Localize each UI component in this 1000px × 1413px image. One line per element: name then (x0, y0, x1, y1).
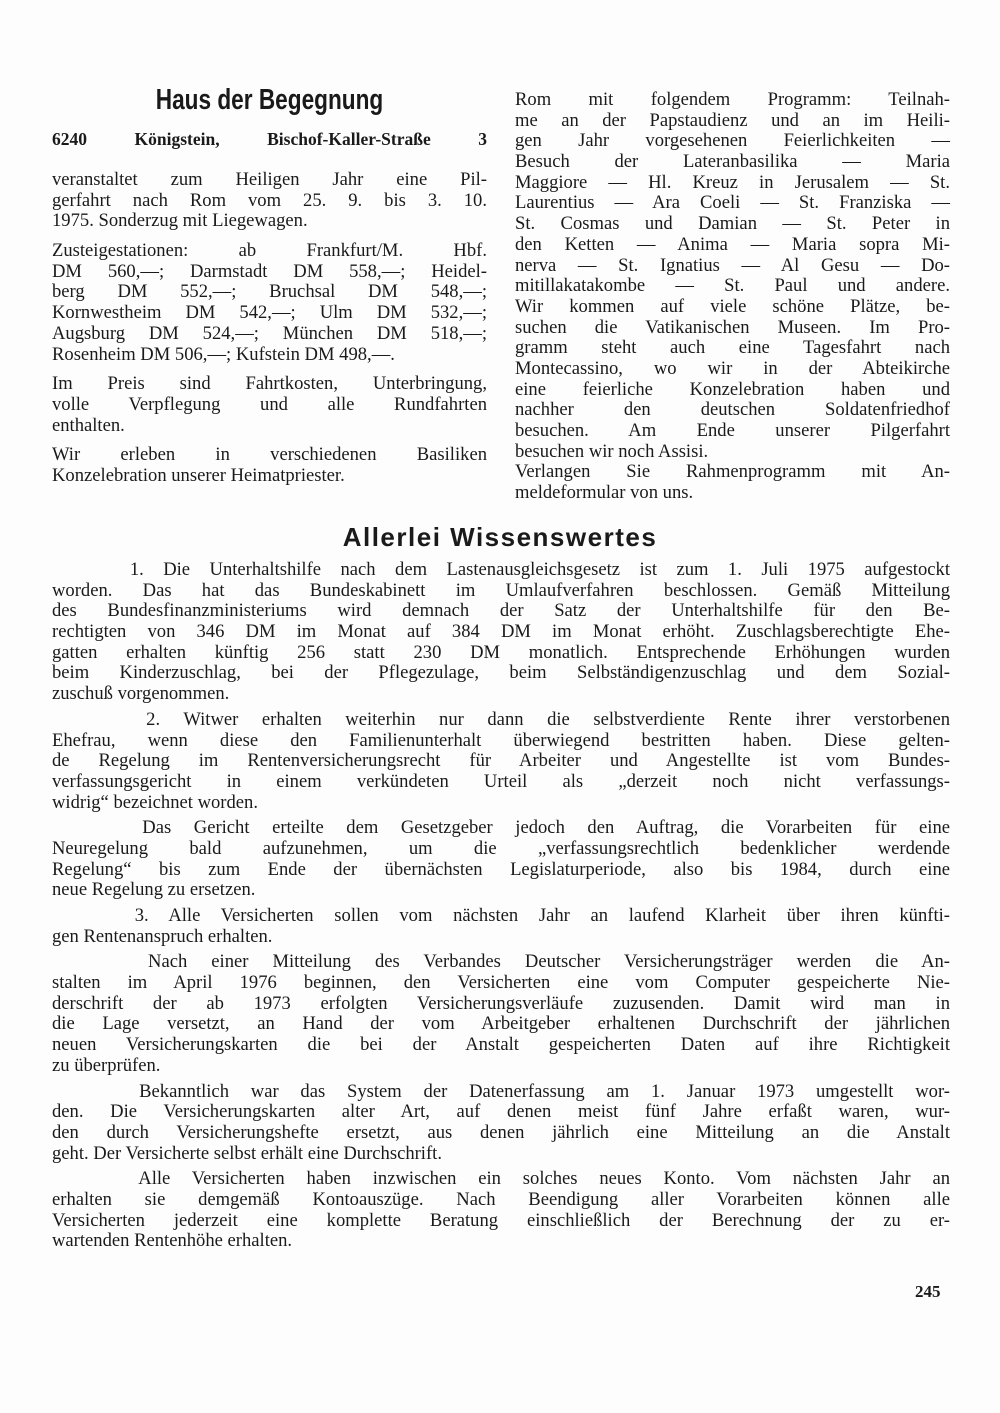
text-line: Montecassino, wo wir in der Abteikirche (515, 357, 950, 379)
text-line: Verlangen Sie Rahmenprogramm mit An- (515, 461, 950, 483)
paragraph (515, 90, 950, 462)
text-line: DM 560,—; Darmstadt DM 558,—; Heidel- (52, 260, 487, 282)
section-heading: Allerlei Wissenswertes (342, 522, 658, 552)
text-line: Regelung“ bis zum Ende der übernächsten Legislaturperiode, also bis 1984, durch eine (52, 858, 950, 880)
section-body (52, 560, 950, 1257)
text-line: Alle Versicherten haben inzwischen ein solches neues Konto. Vom nächsten Jahr an (52, 1168, 950, 1190)
paragraph (52, 241, 487, 365)
left-column (52, 170, 487, 496)
text-line: mitillakatakombe — St. Paul und andere. (515, 275, 950, 297)
text-line: nerva — St. Ignatius — Al Gesu — Do- (515, 254, 950, 276)
text-line: Nach einer Mitteilung des Verbandes Deutscher Versicherungsträger werden die An- (52, 951, 950, 973)
text-line: Besuch der Lateranbasilika — Maria (515, 151, 950, 173)
text-line: enthalten. (52, 414, 125, 436)
paragraph (52, 560, 950, 705)
paragraph (52, 906, 950, 947)
text-line: 1975. Sonderzug mit Liegewagen. (52, 210, 308, 232)
text-line: suchen die Vatikanischen Museen. Im Pro- (515, 316, 950, 338)
article-title: Haus der Begegnung (155, 84, 384, 116)
text-line: berg DM 552,—; Bruchsal DM 548,—; (52, 281, 487, 303)
text-line: St. Cosmas und Damian — St. Peter in (515, 213, 950, 235)
text-line: gramm steht auch eine Tagesfahrt nach (515, 337, 950, 359)
text-line: den. Die Versicherungskarten alter Art, auf denen meist fünf Jahre erfaßt waren, wur- (52, 1101, 950, 1123)
text-line: stalten im April 1976 beginnen, den Versicherten eine vom Computer gespeicherte Nie- (52, 972, 950, 994)
paragraph (52, 445, 487, 486)
text-line: meldeformular von uns. (515, 482, 694, 504)
paragraph (52, 1082, 950, 1165)
text-line: 3. Alle Versicherten sollen vom nächsten Jahr an laufend Klarheit über ihren künfti- (52, 905, 950, 926)
page-number: 245 (915, 1282, 941, 1301)
text-line: eine feierliche Konzelebration haben und (515, 378, 950, 400)
text-line: neue Regelung zu ersetzen. (52, 879, 256, 901)
text-line: Wir kommen auf viele schöne Plätze, be- (515, 295, 950, 317)
text-line: zu überprüfen. (52, 1054, 161, 1076)
text-line: Im Preis sind Fahrtkosten, Unterbringung, (52, 373, 487, 395)
text-line: 1. Die Unterhaltshilfe nach dem Lastenausgleichsgesetz ist zum 1. Juli 1975 aufgestockt (52, 559, 950, 580)
text-line: verfassungsgericht in einem verkündeten Urteil als „derzeit noch nicht verfassungs- (52, 770, 950, 792)
text-line: geht. Der Versicherte selbst erhält eine Durchschrift. (52, 1142, 442, 1164)
text-line: Zusteigestationen: ab Frankfurt/M. Hbf. (52, 240, 487, 262)
address-line: 6240 Königstein, Bischof-Kaller-Straße 3 (52, 129, 487, 149)
text-line: erhalten sie demgemäß Kontoauszüge. Nach Beendigung aller Vorarbeiten können alle (52, 1188, 950, 1210)
text-line: Augsburg DM 524,—; München DM 518,—; (52, 322, 487, 344)
text-line: gerfahrt nach Rom vom 25. 9. bis 3. 10. (52, 189, 487, 211)
text-line: wartenden Rentenhöhe erhalten. (52, 1230, 293, 1252)
paragraph (52, 374, 487, 436)
text-line: zuschuß vorgenommen. (52, 683, 230, 705)
paragraph (52, 710, 950, 813)
paragraph (52, 952, 950, 1076)
text-line: Das Gericht erteilte dem Gesetzgeber jedoch den Auftrag, die Vorarbeiten für eine (52, 817, 950, 839)
text-line: gen Jahr vorgesehenen Feierlichkeiten — (515, 130, 950, 152)
text-line: Neuregelung bald aufzunehmen, um die „verfassungsrechtlich bedenklicher werdende (52, 837, 950, 859)
text-line: den durch Versicherungshefte ersetzt, aus denen jährlich eine Mitteilung an die Anstalt (52, 1121, 950, 1143)
text-line: widrig“ bezeichnet worden. (52, 791, 258, 813)
paragraph (515, 462, 950, 503)
text-line: gen Rentenanspruch erhalten. (52, 925, 273, 947)
text-line: Rom mit folgendem Programm: Teilnah- (515, 89, 950, 110)
paragraph (52, 818, 950, 901)
right-column (515, 90, 950, 504)
text-line: rechtigten von 346 DM im Monat auf 384 DM im Monat erhöht. Zuschlagsberechtigte Ehe- (52, 621, 950, 643)
text-line: besuchen wir noch Assisi. (515, 440, 709, 462)
text-line: Bekanntlich war das System der Datenerfassung am 1. Januar 1973 umgestellt wor- (52, 1080, 950, 1102)
text-line: neuen Versicherungskarten die bei der Anstalt gespeicherten Daten auf ihre Richtigkeit (52, 1034, 950, 1056)
text-line: veranstaltet zum Heiligen Jahr eine Pil- (52, 169, 487, 190)
text-line: 2. Witwer erhalten weiterhin nur dann die selbstverdiente Rente ihrer verstorbenen (52, 708, 950, 730)
text-line: Versicherten jederzeit eine komplette Beratung einschließlich der Berechnung der zu er- (52, 1209, 950, 1231)
text-line: volle Verpflegung und alle Rundfahrten (52, 393, 487, 415)
text-line: Rosenheim DM 506,—; Kufstein DM 498,—. (52, 343, 395, 365)
text-line: me an der Papstaudienz und an im Heili- (515, 109, 950, 131)
paragraph (52, 170, 487, 232)
text-line: Konzelebration unserer Heimatpriester. (52, 464, 345, 486)
text-line: den Ketten — Anima — Maria sopra Mi- (515, 233, 950, 255)
text-line: die Lage versetzt, an Hand der vom Arbeitgeber erhaltenen Durchschrift der jährlichen (52, 1013, 950, 1035)
text-line: de Regelung im Rentenversicherungsrecht für Arbeiter und Angestellte ist vom Bundes- (52, 750, 950, 772)
text-line: Maggiore — Hl. Kreuz in Jerusalem — St. (515, 171, 950, 193)
text-line: gatten erhalten künftig 256 statt 230 DM monatlich. Entsprechende Erhöhungen wurden (52, 641, 950, 663)
text-line: beim Kinderzuschlag, bei der Pflegezulage, beim Selbständigenzuschlag und dem Sozial- (52, 662, 950, 684)
text-line: Kornwestheim DM 542,—; Ulm DM 532,—; (52, 302, 487, 324)
text-line: des Bundesfinanzministeriums wird demnach der Satz der Unterhaltshilfe für den Be- (52, 600, 950, 622)
paragraph (52, 1169, 950, 1252)
text-line: Wir erleben in verschiedenen Basiliken (52, 444, 487, 466)
text-line: Laurentius — Ara Coeli — St. Franziska — (515, 192, 950, 214)
text-line: Ehefrau, wenn diese den Familienunterhalt überwiegend bestritten haben. Diese gelten- (52, 729, 950, 751)
text-line: besuchen. Am Ende unserer Pilgerfahrt (515, 420, 950, 441)
text-line: worden. Das hat das Bundeskabinett im Umlaufverfahren beschlossen. Gemäß Mitteilung (52, 579, 950, 601)
text-line: nachher den deutschen Soldatenfriedhof (515, 399, 950, 421)
text-line: derschrift der ab 1973 erfolgten Versicherungsverläufe zuzusenden. Damit wird man in (52, 992, 950, 1014)
